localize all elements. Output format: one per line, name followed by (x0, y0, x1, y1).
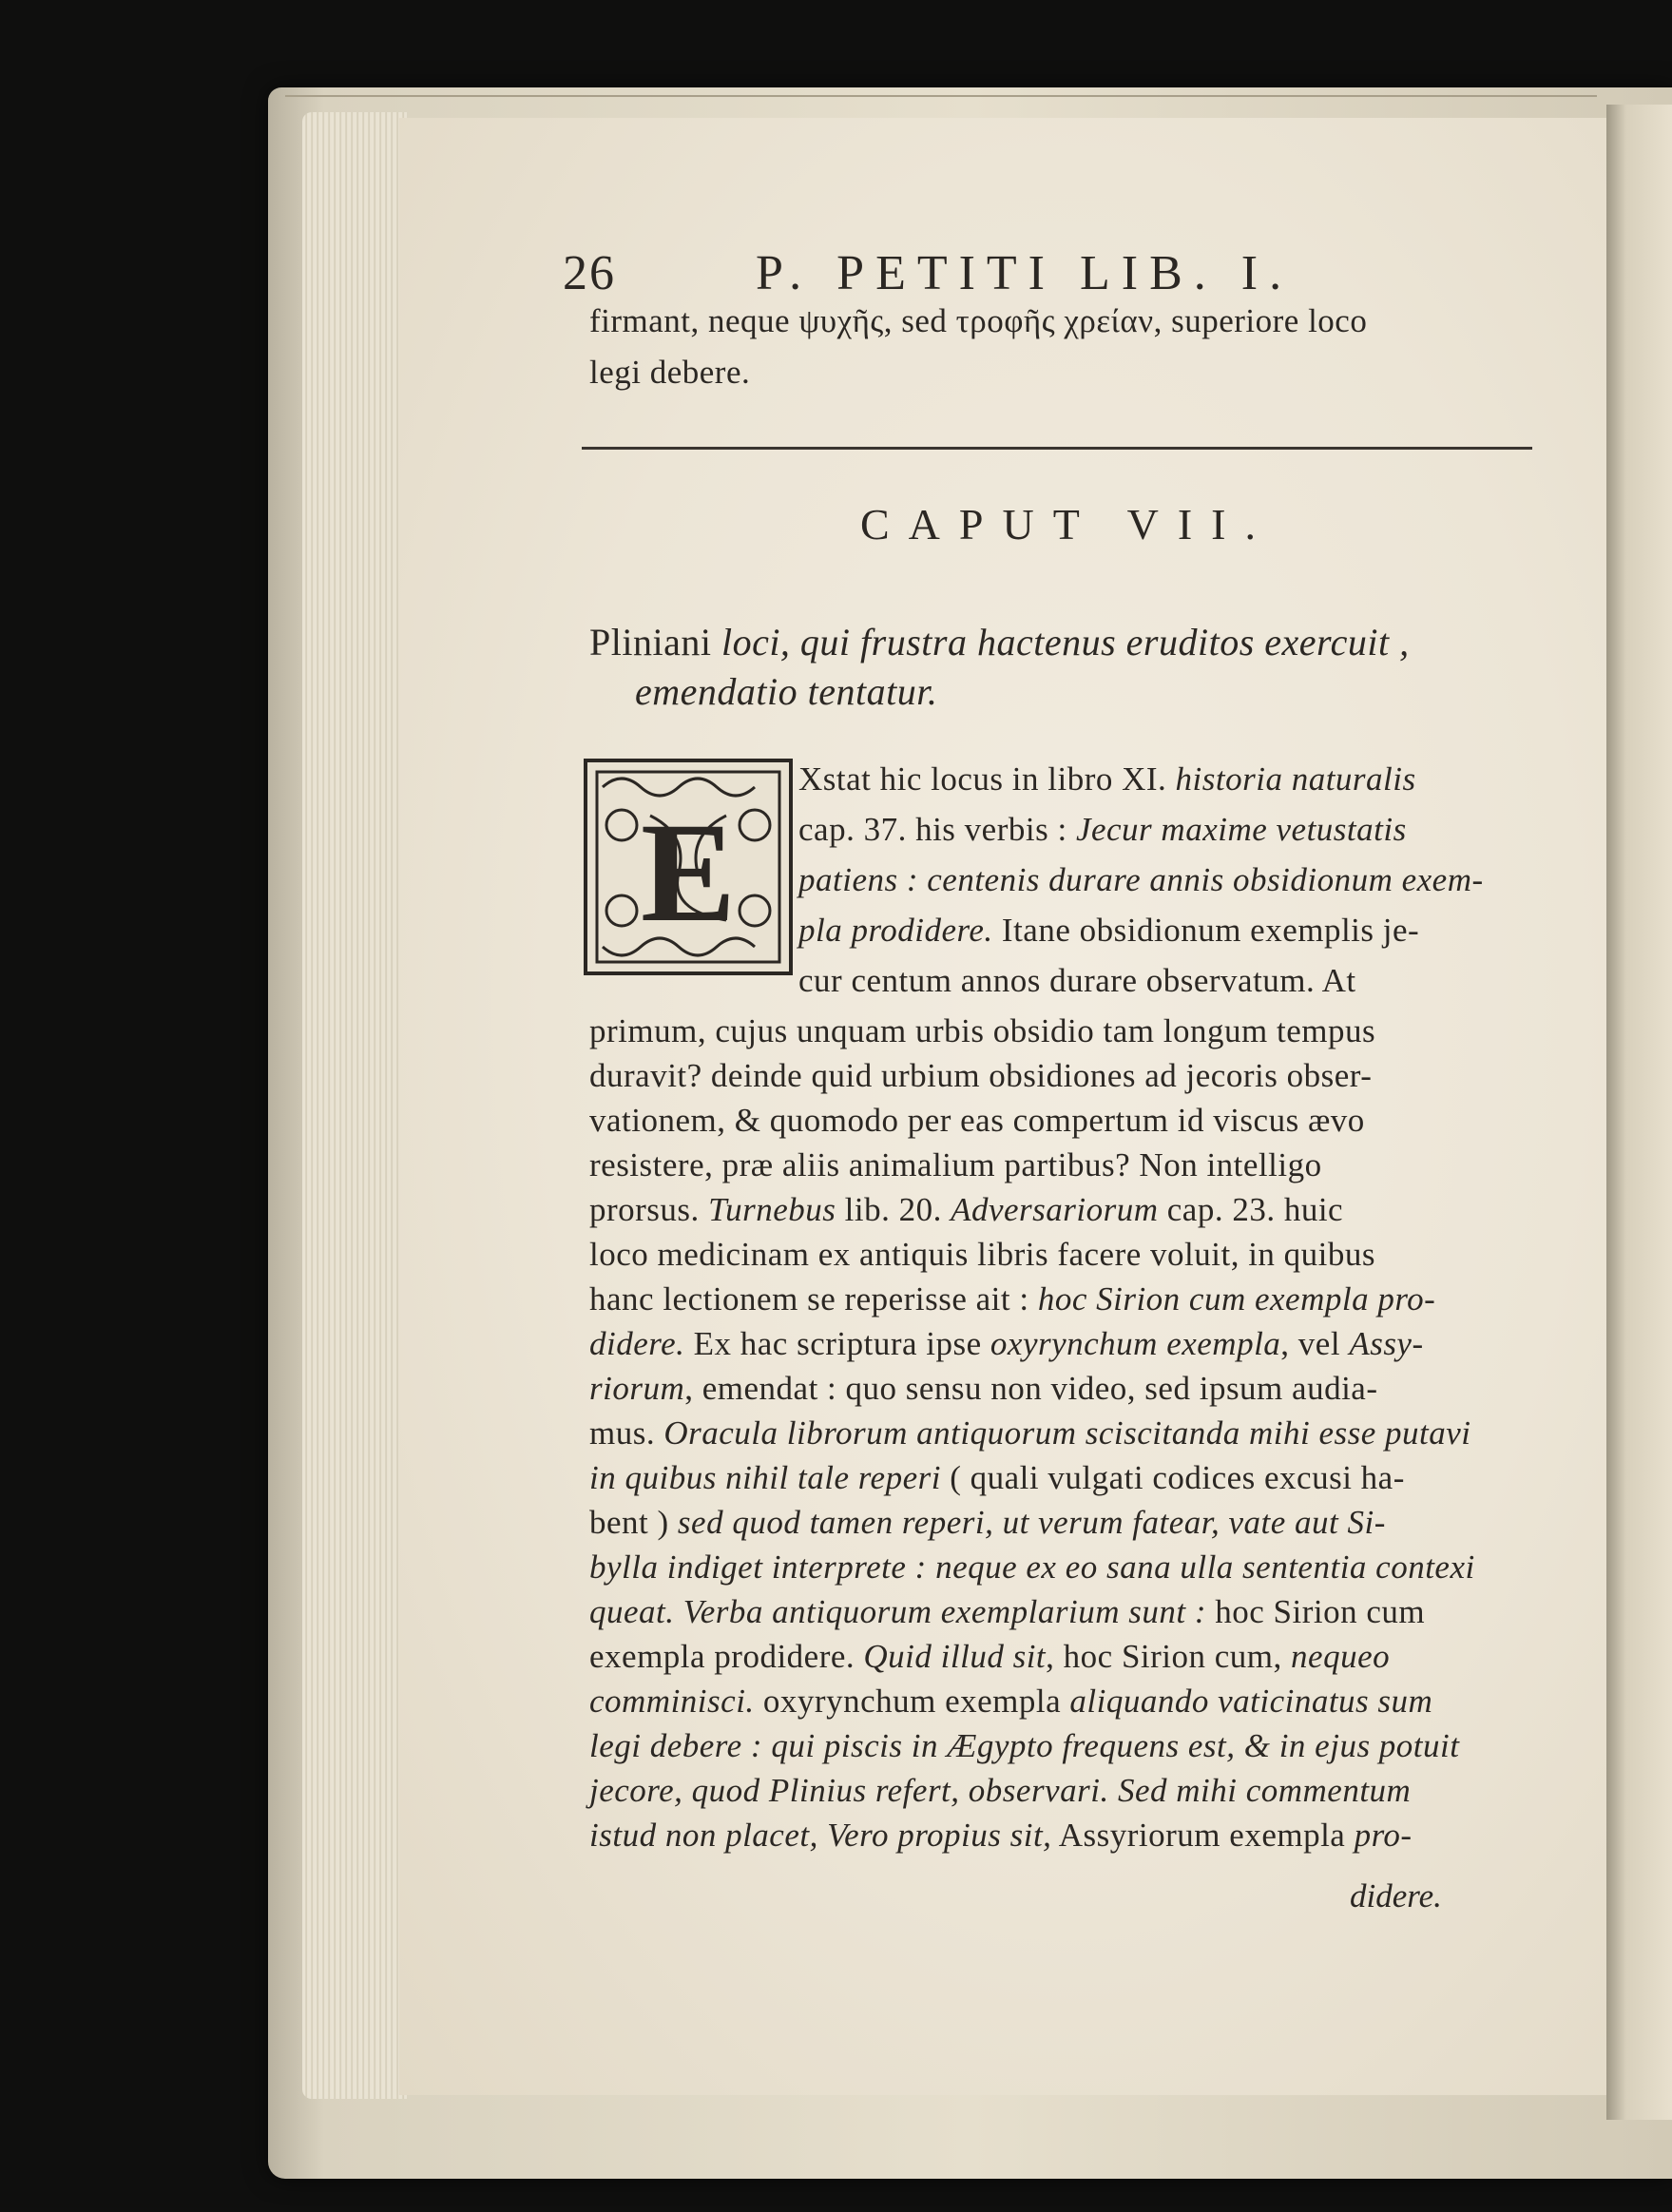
gutter (1606, 105, 1672, 2120)
text-line (589, 1057, 1372, 1095)
subtitle-roman: Pliniani (589, 621, 721, 664)
roman-span: , emendat : quo sensu non video, sed ipsum audia- (684, 1370, 1378, 1407)
text-line (798, 760, 1416, 798)
running-title: P. PETITI LIB. I. (756, 246, 1294, 300)
roman-span: Xstat hic locus in libro XI. (798, 760, 1176, 798)
italic-span: pla prodidere. (798, 912, 1002, 949)
page-edges (302, 112, 407, 2099)
italic-span: riorum (589, 1370, 685, 1407)
roman-span: duravit? deinde quid urbium obsidiones ad jecoris obser- (589, 1057, 1373, 1094)
roman-span: bent ) (589, 1504, 678, 1541)
text-line: cur centum annos durare observatum. At (798, 962, 1356, 999)
italic-span: bylla indiget interprete : neque ex eo sana ulla sententia contexi (589, 1548, 1475, 1586)
italic-span: oxyrynchum exempla (990, 1325, 1281, 1362)
text-line (589, 1236, 1375, 1274)
roman-span: , vel (1280, 1325, 1350, 1362)
roman-span: hoc Sirion cum (1205, 1593, 1426, 1630)
ornamental-initial-icon (584, 759, 793, 975)
italic-span: jecore, quod Plinius refert, observari. Sed mihi commentum (589, 1772, 1412, 1809)
catchword: didere. (1350, 1877, 1442, 1914)
preamble-line: legi debere. (589, 354, 751, 391)
italic-span: Turnebus (708, 1191, 836, 1228)
italic-span: Jecur maxime vetustatis (1075, 811, 1407, 848)
subtitle-italic: loci, qui frustra hactenus eruditos exercuit , (721, 621, 1410, 664)
preamble-line: firmant, neque ψυχῆς, sed τροφῆς χρείαν, superiore loco (589, 302, 1368, 339)
italic-span: comminisci. (589, 1683, 755, 1720)
italic-span: Oracula librorum antiquorum sciscitanda mihi esse putavi (663, 1414, 1471, 1452)
text-line (589, 1593, 1425, 1631)
italic-span: historia naturalis (1175, 760, 1416, 798)
drop-cap-initial (584, 759, 793, 975)
text-line (589, 1459, 1405, 1497)
italic-span: Assy- (1349, 1325, 1424, 1362)
chapter-subtitle: emendatio tentatur. (635, 670, 938, 713)
text-line (589, 1191, 1343, 1229)
roman-span: oxyrynchum exempla (754, 1683, 1070, 1720)
text-line (589, 1817, 1413, 1855)
roman-span: hanc lectionem se reperisse ait : (589, 1280, 1038, 1318)
roman-span: mus. (589, 1414, 664, 1452)
text-line (589, 1146, 1322, 1184)
chapter-subtitle (589, 620, 1410, 664)
roman-span: cap. 37. his verbis : (798, 811, 1076, 848)
roman-span: Ex hac scriptura ipse (684, 1325, 990, 1362)
italic-span: aliquando vaticinatus sum (1069, 1683, 1433, 1720)
italic-span: sed quod tamen reperi, ut verum fatear, vate aut Si- (677, 1504, 1386, 1541)
text-line (589, 1012, 1375, 1050)
text-line (589, 1727, 1459, 1765)
text-line (589, 1772, 1411, 1810)
folio-number: 26 (563, 246, 616, 300)
book-top-edge (285, 95, 1597, 97)
section-rule (582, 447, 1532, 450)
chapter-title: CAPUT VII. (860, 500, 1275, 548)
italic-span: Adversariorum (951, 1191, 1159, 1228)
roman-span: primum, cujus unquam urbis obsidio tam longum tempus (589, 1012, 1376, 1049)
italic-span: legi debere : qui piscis in Ægypto frequens est, & in ejus potuit (589, 1727, 1460, 1764)
roman-span: cap. 23. huic (1158, 1191, 1344, 1228)
italic-span: nequeo (1291, 1638, 1391, 1675)
italic-span: Quid illud sit (863, 1638, 1047, 1675)
italic-span: hoc Sirion cum exempla pro- (1037, 1280, 1436, 1318)
roman-span: loco medicinam ex antiquis libris facere voluit, in quibus (589, 1236, 1376, 1273)
roman-span: ( quali vulgati codices excusi ha- (940, 1459, 1405, 1496)
text-line (798, 811, 1407, 849)
roman-span: Itane obsidionum exemplis je- (1001, 912, 1420, 949)
roman-span: resistere, præ aliis animalium partibus? Non intelligo (589, 1146, 1322, 1183)
text-line (589, 1280, 1435, 1318)
italic-span: istud non placet, Vero propius sit, (589, 1817, 1052, 1854)
text-line (589, 1325, 1424, 1363)
roman-span: , hoc Sirion cum, (1046, 1638, 1292, 1675)
text-line (589, 1370, 1377, 1408)
text-line: patiens : centenis durare annis obsidionum exem- (798, 861, 1484, 898)
text-line (589, 1102, 1365, 1140)
italic-span: queat. Verba antiquorum exemplarium sunt : (589, 1593, 1206, 1630)
text-line (589, 1414, 1471, 1452)
text-line (589, 1548, 1475, 1587)
text-line (589, 1638, 1390, 1676)
roman-span: Assyriorum exempla (1051, 1817, 1355, 1854)
italic-span: didere. (589, 1325, 685, 1362)
roman-span: lib. 20. (836, 1191, 951, 1228)
svg-text:E: E (640, 794, 737, 952)
italic-span: in quibus nihil tale reperi (589, 1459, 941, 1496)
text-line (798, 912, 1419, 950)
italic-span: pro- (1354, 1817, 1413, 1854)
text-line (589, 1504, 1386, 1542)
text-line (589, 1683, 1432, 1721)
roman-span: vationem, & quomodo per eas compertum id viscus ævo (589, 1102, 1365, 1139)
roman-span: exempla prodidere. (589, 1638, 864, 1675)
roman-span: prorsus. (589, 1191, 709, 1228)
